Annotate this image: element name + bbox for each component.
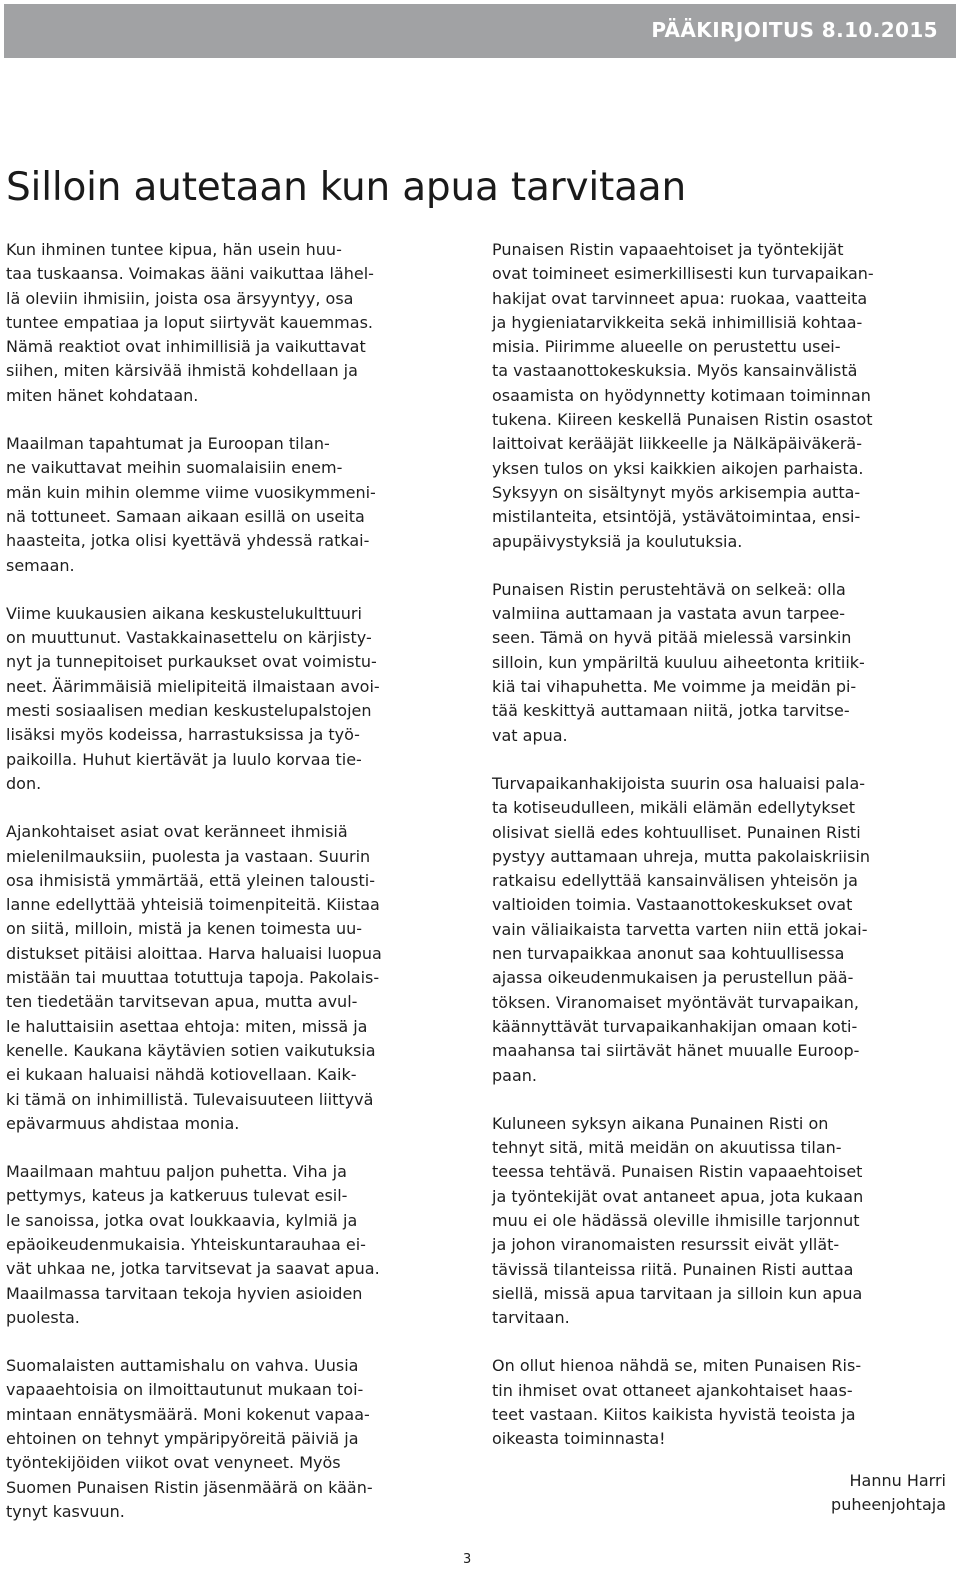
paragraph: Turvapaikanhakijoista suurin osa haluaisi pala- ta kotiseudulleen, mikäli elämän edellytykset olisivat siellä edes kohtuulliset. Punainen Risti pystyy auttamaan uhreja, mutta pakolaiskriisin ratkaisu edellyttää kansainvälisen yhteisön ja valtioiden toimia. Vastaanottokeskukset ovat vain väliaikaista tarvetta varten niin että jokai- nen turvapaikkaa anonut saa kohtuullisessa ajassa oikeudenmukaisen ja perustellun pää- töksen. Viranomaiset myöntävät turvapaikan, käännyttävät turvapaikanhakijan omaan koti- maahansa tai siirtävät hänet muualle Euroop- paan. (492, 773, 871, 1085)
paragraph: Kuluneen syksyn aikana Punainen Risti on tehnyt sitä, mitä meidän on akuutissa tilan- teessa tehtävä. Punaisen Ristin vapaaehtoiset ja työntekijät ovat antaneet apua, jota kukaan muu ei ole hädässä oleville ihmisille tarjonnut ja johon viranomaisten resurssit eivät yllät- tävissä tilanteissa riitä. Punainen Risti auttaa siellä, missä apua tarvitaan ja silloin kun apua tarvitaan. (492, 1113, 864, 1328)
paragraph: Suomalaisten auttamishalu on vahva. Uusia vapaaehtoisia on ilmoittautunut mukaan toi- mintaan ennätysmäärä. Moni kokenut vapaa- ehtoinen on tehnyt ympäripyöreitä päiviä ja työntekijöiden viikot ovat venyneet. Myös Suomen Punaisen Ristin jäsenmäärä on kään- tynyt kasvuun. (6, 1356, 373, 1521)
header-bar (4, 4, 956, 58)
paragraph: Maailman tapahtumat ja Euroopan tilan- ne vaikuttavat meihin suomalaisiin enem- män kuin mihin olemme viime vuosikymmeni- nä tottuneet. Samaan aikaan esillä on useita haasteita, jotka olisi kyettävä yhdessä ratkai- semaan. (6, 434, 376, 575)
paragraph: Punaisen Ristin perustehtävä on selkeä: olla valmiina auttamaan ja vastata avun tarpee- seen. Tämä on hyvä pitää mielessä varsinkin silloin, kun ympäriltä kuuluu aiheetonta kritiik- kiä tai vihapuhetta. Me voimme ja meidän pi- tää keskittyä auttamaan niitä, jotka tarvitse- vat apua. (492, 579, 865, 745)
paragraph: Kun ihminen tuntee kipua, hän usein huu- taa tuskaansa. Voimakas ääni vaikuttaa lähel- lä oleviin ihmisiin, joista osa ärsyyntyy, osa tuntee empatiaa ja loput siirtyvät kauemmas. Nämä reaktiot ovat inhimillisiä ja vaikuttavat siihen, miten kärsivää ihmistä kohdellaan ja miten hänet kohdataan. (6, 240, 374, 405)
paragraph: Maailmaan mahtuu paljon puhetta. Viha ja pettymys, kateus ja katkeruus tulevat esil- le sanoissa, jotka ovat loukkaavia, kylmiä ja epäoikeudenmukaisia. Yhteiskuntarauhaa ei- vät uhkaa ne, jotka tarvitsevat ja saavat apua. Maailmassa tarvitaan tekoja hyvien asioiden puolesta. (6, 1162, 380, 1327)
right-column (492, 238, 946, 1476)
paragraph: Punaisen Ristin vapaaehtoiset ja työntekijät ovat toimineet esimerkillisesti kun turvapaikan- hakijat ovat tarvinneet apua: ruokaa, vaatteita ja hygieniatarvikkeita sekä inhimillisiä kohtaa- misia. Piirimme alueelle on perustettu usei- ta vastaanottokeskuksia. Myös kansainvälistä osaamista on hyödynnetty kotimaan toiminnan tukena. Kiireen keskellä Punaisen Ristin osastot laittoivat kerääjät liikkeelle ja Nälkäpäiväkerä- yksen tulos on yksi kaikkien aikojen parhaista. Syksyyn on sisältynyt myös arkisempia autta- mistilanteita, etsintöjä, ystävätoimintaa, ensi- apupäivystyksiä ja koulutuksia. (492, 240, 874, 551)
signature-name: Hannu Harri (849, 1471, 946, 1490)
left-column (6, 238, 458, 1548)
page-number: 3 (463, 1552, 472, 1567)
signature-role: puheenjohtaja (831, 1495, 946, 1515)
paragraph: Ajankohtaiset asiat ovat keränneet ihmisiä mielenilmauksiin, puolesta ja vastaan. Suurin osa ihmisistä ymmärtää, että yleinen talousti- lanne edellyttää yhteisiä toimenpiteitä. Kiistaa on siitä, milloin, mistä ja kenen toimesta uu- distukset pitäisi aloittaa. Harva haluaisi luopua mistään tai muuttaa totuttuja tapoja. Pakolais- ten tiedetään tarvitsevan apua, mutta avul- le haluttaisiin asettaa ehtoja: miten, missä ja kenelle. Kaukana käytävien sotien vaikutuksia ei kukaan haluaisi nähdä kotiovellaan. Kaik- ki tämä on inhimillistä. Tulevaisuuteen liittyvä epävarmuus ahdistaa monia. (6, 822, 382, 1133)
article-title: Silloin autetaan kun apua tarvitaan (6, 165, 687, 210)
paragraph: Viime kuukausien aikana keskustelukulttuuri on muuttunut. Vastakkainasettelu on kärjisty- nyt ja tunnepitoiset purkaukset ovat voimistu- neet. Äärimmäisiä mielipiteitä ilmaistaan avoi- mesti sosiaalisen median keskustelupalstojen lisäksi myös kodeissa, harrastuksissa ja työ- paikoilla. Huhut kiertävät ja luulo korvaa tie- don. (6, 603, 380, 793)
signature (831, 1469, 946, 1518)
section-date-label: PÄÄKIRJOITUS 8.10.2015 (651, 18, 938, 42)
paragraph: On ollut hienoa nähdä se, miten Punaisen Ris- tin ihmiset ovat ottaneet ajankohtaiset haas- teet vastaan. Kiitos kaikista hyvistä teoista ja oikeasta toiminnasta! (492, 1356, 862, 1449)
